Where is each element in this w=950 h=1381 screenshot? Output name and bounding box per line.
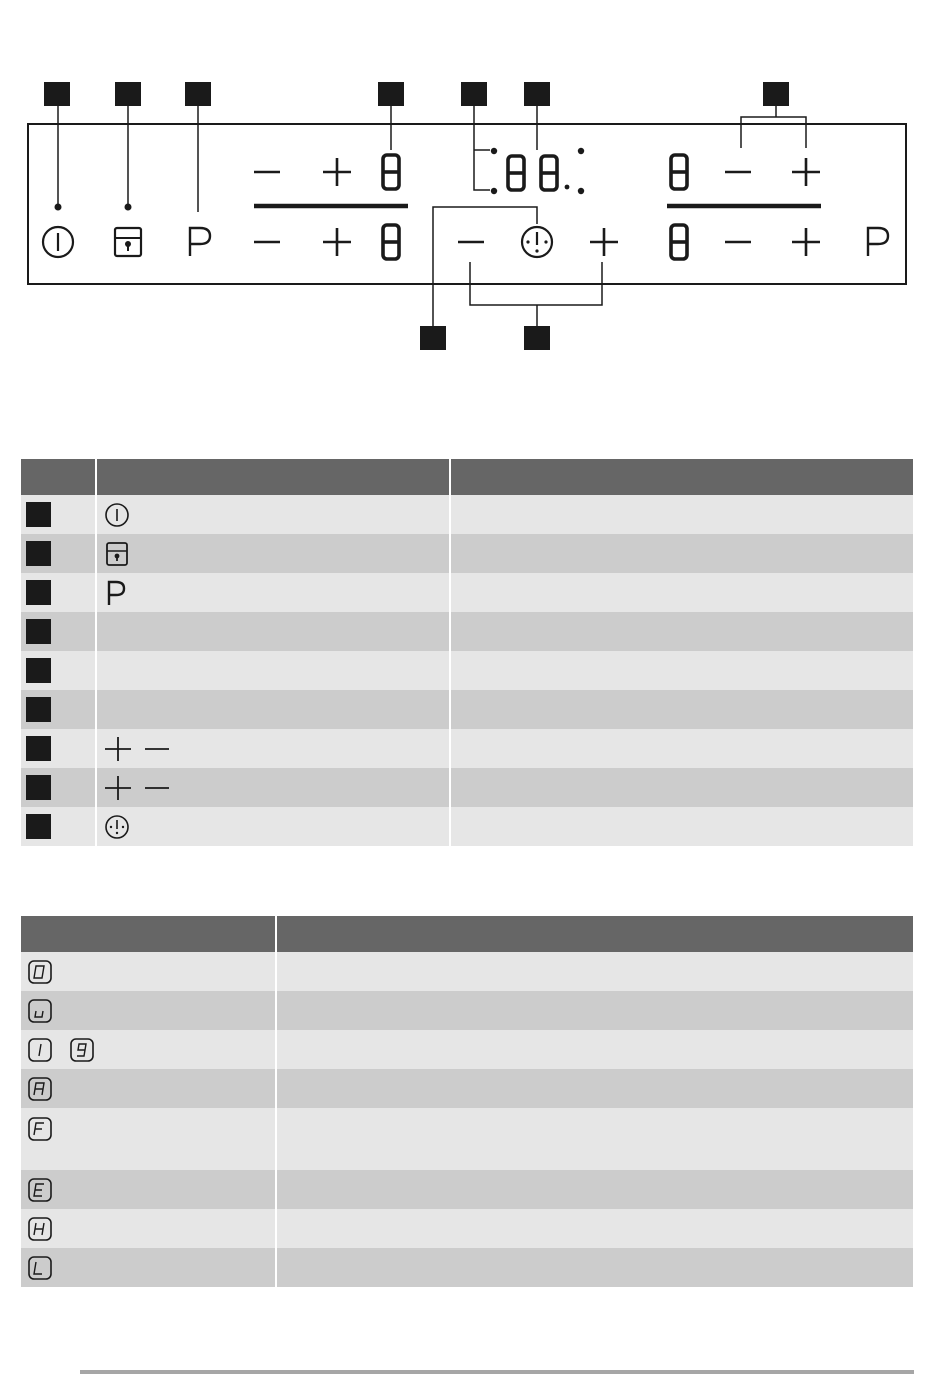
header-cell bbox=[21, 916, 276, 952]
display-symbol-0 bbox=[26, 958, 54, 986]
row-description bbox=[276, 952, 913, 991]
row-description bbox=[276, 1209, 913, 1248]
table-row bbox=[21, 534, 913, 573]
callout-3 bbox=[185, 82, 211, 106]
callout-7 bbox=[763, 82, 789, 106]
row-description bbox=[276, 1248, 913, 1287]
number-marker bbox=[26, 775, 51, 800]
table-row bbox=[21, 612, 913, 651]
controls-table-header bbox=[21, 459, 913, 495]
zone-front-right-plus[interactable] bbox=[792, 228, 820, 256]
timer-plus[interactable] bbox=[590, 228, 618, 256]
row-symbol bbox=[96, 690, 450, 729]
header-cell bbox=[96, 459, 450, 495]
table-row bbox=[21, 651, 913, 690]
number-marker bbox=[26, 619, 51, 644]
row-description bbox=[450, 690, 913, 729]
table-row bbox=[21, 1170, 913, 1209]
row-description bbox=[450, 729, 913, 768]
row-description bbox=[276, 1030, 913, 1069]
number-marker bbox=[26, 736, 51, 761]
zone-front-right-display bbox=[671, 225, 687, 259]
row-description bbox=[450, 573, 913, 612]
lock-indicator bbox=[125, 204, 132, 211]
table-row bbox=[21, 1248, 913, 1287]
footer-rule bbox=[80, 1370, 914, 1374]
number-marker bbox=[26, 658, 51, 683]
zone-rear-left-plus[interactable] bbox=[323, 158, 351, 186]
display-symbol-E bbox=[26, 1176, 54, 1204]
display-symbol-H bbox=[26, 1215, 54, 1243]
power-boost-icon-right[interactable] bbox=[868, 228, 888, 256]
timer-display bbox=[491, 148, 584, 194]
table-row bbox=[21, 1069, 913, 1108]
on-off-icon[interactable] bbox=[43, 227, 73, 257]
zone-rear-right-plus[interactable] bbox=[792, 158, 820, 186]
control-panel-diagram bbox=[0, 0, 950, 370]
power-boost-icon bbox=[103, 579, 131, 607]
zone-rear-right-display bbox=[671, 155, 687, 189]
table-row bbox=[21, 991, 913, 1030]
callout-1 bbox=[44, 82, 70, 106]
number-marker bbox=[26, 502, 51, 527]
table-row bbox=[21, 729, 913, 768]
table-row bbox=[21, 807, 913, 846]
row-description bbox=[276, 1170, 913, 1209]
callout-9 bbox=[524, 326, 550, 350]
zone-front-left-display bbox=[383, 225, 399, 259]
row-description bbox=[276, 1069, 913, 1108]
table-row bbox=[21, 952, 913, 991]
callout-4 bbox=[378, 82, 404, 106]
display-symbol-u bbox=[26, 997, 54, 1025]
plus-minus-icon bbox=[103, 774, 173, 802]
table-row bbox=[21, 1030, 913, 1069]
header-cell bbox=[450, 459, 913, 495]
zone-front-left-plus[interactable] bbox=[323, 228, 351, 256]
on-off-indicator bbox=[55, 204, 62, 211]
row-description bbox=[276, 991, 913, 1030]
table-row bbox=[21, 573, 913, 612]
controls-table bbox=[21, 459, 913, 846]
display-table-header bbox=[21, 916, 913, 952]
row-description bbox=[450, 807, 913, 846]
timer-icon bbox=[103, 813, 131, 841]
number-marker bbox=[26, 814, 51, 839]
row-description bbox=[450, 612, 913, 651]
display-symbol-A bbox=[26, 1075, 54, 1103]
callout-5 bbox=[461, 82, 487, 106]
power-boost-icon-left[interactable] bbox=[190, 228, 210, 256]
callout-2 bbox=[115, 82, 141, 106]
table-row bbox=[21, 1108, 913, 1170]
header-cell bbox=[276, 916, 913, 952]
plus-minus-icon bbox=[103, 735, 173, 763]
display-symbol-L bbox=[26, 1254, 54, 1282]
lock-icon[interactable] bbox=[115, 228, 141, 256]
row-description bbox=[450, 495, 913, 534]
table-row bbox=[21, 768, 913, 807]
table-row bbox=[21, 495, 913, 534]
callout-6 bbox=[524, 82, 550, 106]
row-description bbox=[450, 534, 913, 573]
display-symbol-F bbox=[26, 1115, 54, 1143]
row-description bbox=[450, 651, 913, 690]
row-symbol bbox=[96, 612, 450, 651]
table-row bbox=[21, 1209, 913, 1248]
header-cell bbox=[21, 459, 96, 495]
display-symbol-1-9 bbox=[26, 1036, 96, 1064]
zone-rear-left-display bbox=[383, 155, 399, 189]
lock-icon bbox=[103, 540, 131, 568]
number-marker bbox=[26, 697, 51, 722]
table-row bbox=[21, 690, 913, 729]
number-marker bbox=[26, 541, 51, 566]
timer-icon[interactable] bbox=[522, 227, 552, 257]
callout-8 bbox=[420, 326, 446, 350]
row-description bbox=[450, 768, 913, 807]
on-off-icon bbox=[103, 501, 131, 529]
display-table bbox=[21, 916, 913, 1287]
leader-lines bbox=[58, 106, 806, 326]
row-description bbox=[276, 1108, 913, 1170]
row-symbol bbox=[96, 651, 450, 690]
number-marker bbox=[26, 580, 51, 605]
